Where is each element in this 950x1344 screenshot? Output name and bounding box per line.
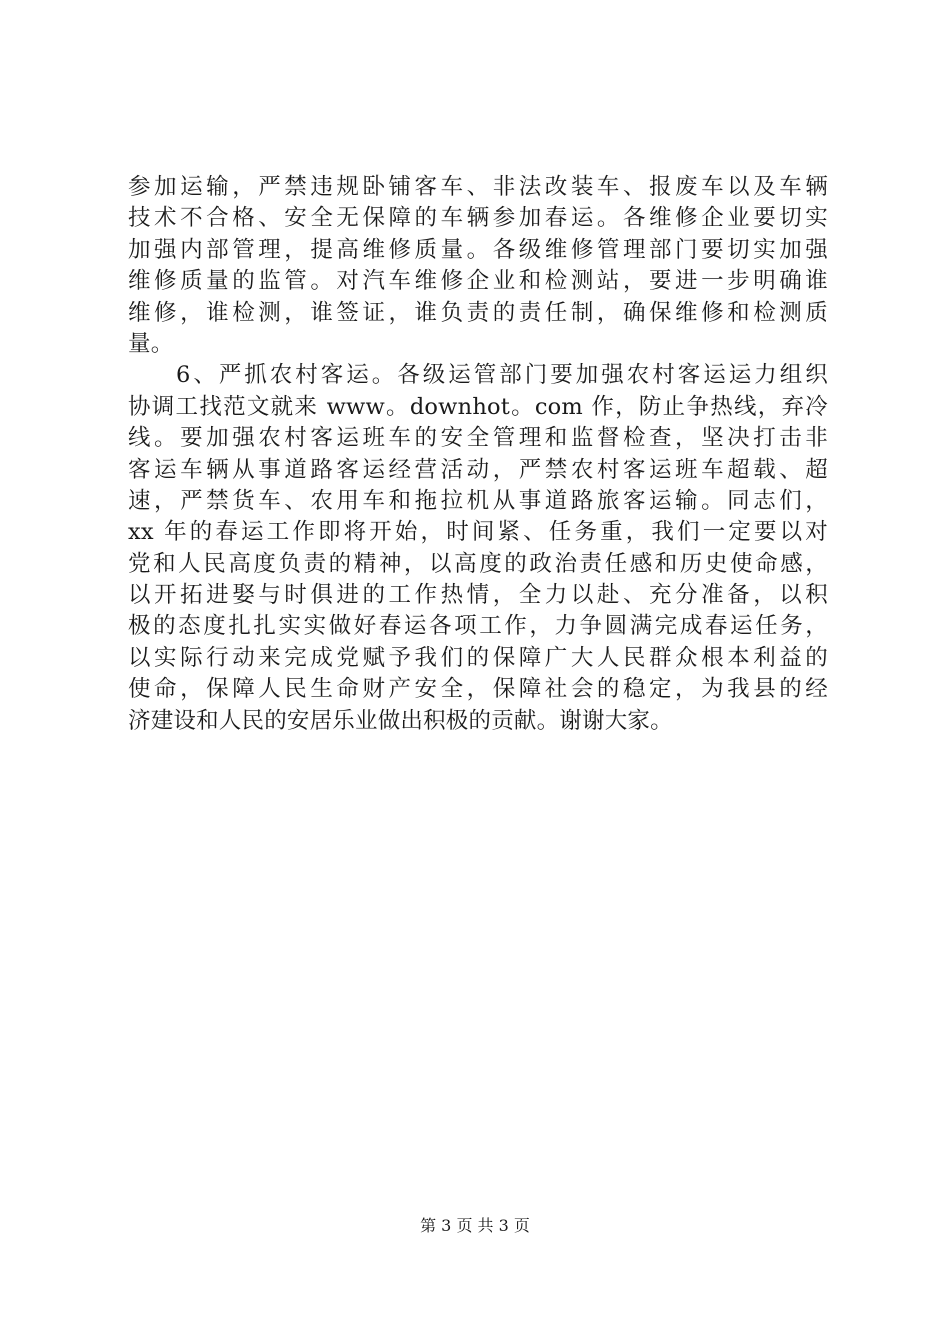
text-line: 以开拓进娶与时俱进的工作热情，全力以赴、充分准备，以积: [128, 582, 828, 609]
paragraph-2: [128, 360, 828, 737]
text-line: 线。要加强农村客运班车的安全管理和监督检查，坚决打击非: [128, 425, 828, 452]
paragraph-1: [128, 172, 828, 360]
text-line: 6、严抓农村客运。各级运管部门要加强农村客运运力组织: [176, 362, 828, 389]
text-line: 维修质量的监管。对汽车维修企业和检测站，要进一步明确谁: [128, 268, 828, 295]
text-line: 速，严禁货车、农用车和拖拉机从事道路旅客运输。同志们，: [128, 487, 828, 514]
text-line: 以实际行动来完成党赋予我们的保障广大人民群众根本利益的: [128, 644, 828, 671]
text-line: 极的态度扎扎实实做好春运各项工作，力争圆满完成春运任务，: [128, 613, 828, 640]
text-line: 加强内部管理，提高维修质量。各级维修管理部门要切实加强: [128, 236, 828, 263]
text-line: xx 年的春运工作即将开始，时间紧、任务重，我们一定要以对: [128, 519, 828, 546]
text-line: 维修，谁检测，谁签证，谁负责的责任制，确保维修和检测质: [128, 299, 828, 326]
text-line: 济建设和人民的安居乐业做出积极的贡献。谢谢大家。: [128, 707, 673, 734]
text-line: 使命，保障人民生命财产安全，保障社会的稳定，为我县的经: [128, 676, 828, 703]
text-line: 党和人民高度负责的精神，以高度的政治责任感和历史使命感，: [128, 550, 828, 577]
text-line: 量。: [128, 330, 174, 357]
page-footer: [0, 1215, 950, 1237]
text-line: 参加运输，严禁违规卧铺客车、非法改装车、报废车以及车辆: [128, 174, 828, 200]
document-body: [128, 172, 828, 737]
text-line: 客运车辆从事道路客运经营活动，严禁农村客运班车超载、超: [128, 456, 828, 483]
text-line: 技术不合格、安全无保障的车辆参加春运。各维修企业要切实: [128, 205, 828, 232]
page-number-label: 第 3 页 共 3 页: [420, 1216, 530, 1235]
text-line: 协调工找范文就来 www。downhot。com 作，防止争热线，弃冷: [128, 393, 828, 420]
